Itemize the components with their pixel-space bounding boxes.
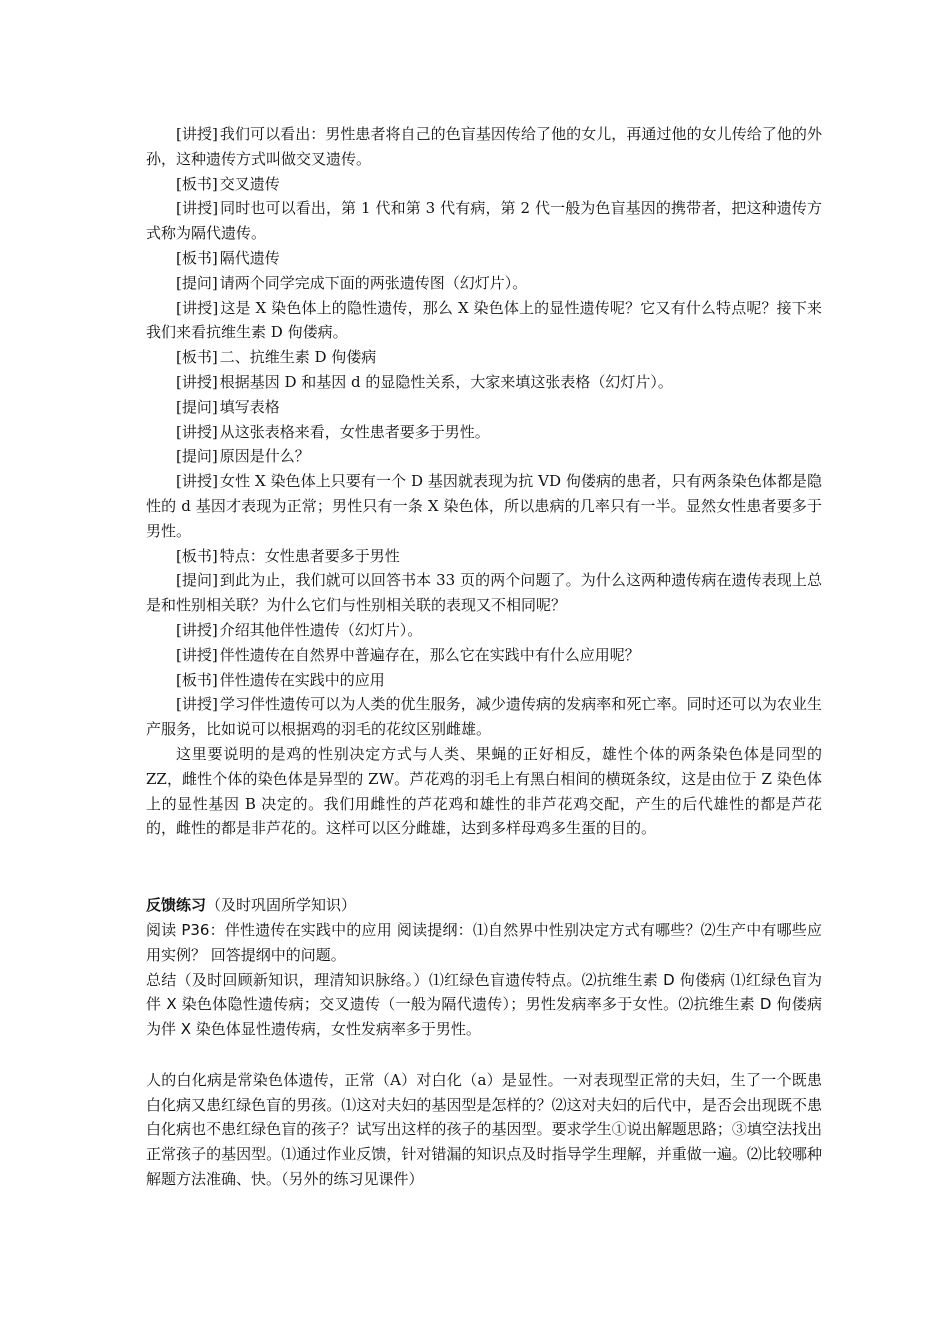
paragraph-text: 女性 X 染色体上只要有一个 D 基因就表现为抗 VD 佝偻病的患者，只有两条染色体都是隐性的 d 基因才表现为正常；男性只有一条 X 染色体，所以患病的几率只有一半。显然女性患者要多于男性。 — [146, 472, 822, 540]
paragraph — [146, 345, 822, 370]
paragraph-tag: [板书] — [176, 248, 218, 267]
paragraph-text: 从这张表格来看，女性患者要多于男性。 — [219, 422, 490, 441]
paragraph-tag: [讲授] — [176, 695, 218, 714]
exercise-section — [146, 1068, 822, 1192]
feedback-title: 反馈练习 — [146, 896, 207, 915]
feedback-reading: 阅读 P36：伴性遗传在实践中的应用 阅读提纲：⑴自然界中性别决定方式有哪些？⑵生产中有哪些应用实例？ 回答提纲中的问题。 — [146, 920, 822, 964]
paragraph-tag: [提问] — [176, 447, 218, 466]
paragraph-text: 隔代遗传 — [219, 248, 280, 267]
spacer — [146, 1042, 822, 1068]
paragraph — [146, 469, 822, 543]
paragraph-tag: [提问] — [176, 273, 218, 292]
paragraph-tag: [讲授] — [176, 645, 218, 664]
paragraph-text: 伴性遗传在实践中的应用 — [219, 670, 385, 689]
paragraph-text: 填写表格 — [219, 397, 280, 416]
paragraph — [146, 122, 822, 172]
paragraph-tag: [讲授] — [176, 372, 218, 391]
paragraph — [146, 296, 822, 346]
paragraph-tag: [提问] — [176, 571, 218, 590]
paragraph — [146, 742, 822, 841]
paragraph — [146, 618, 822, 643]
feedback-heading — [146, 893, 822, 918]
paragraph — [146, 692, 822, 742]
paragraph-text: 请两个同学完成下面的两张遗传图（幻灯片）。 — [219, 273, 528, 292]
paragraph-tag: [板书] — [176, 546, 218, 565]
paragraph-text: 原因是什么？ — [219, 447, 310, 466]
paragraph — [146, 544, 822, 569]
feedback-summary: 总结（及时回顾新知识，理清知识脉络。）⑴红绿色盲遗传特点。⑵抗维生素 D 佝偻病 ⑴红绿色盲为伴 X 染色体隐性遗传病；交叉遗传（一般为隔代遗传）；男性发病率多于女性。⑵抗维生素 D 佝偻病为伴 X 染色体显性遗传病，女性发病率多于男性。 — [146, 970, 822, 1039]
paragraph-tag: [讲授] — [176, 422, 218, 441]
paragraph-tag: [板书] — [176, 348, 218, 367]
paragraph — [146, 668, 822, 693]
paragraph-tag: [讲授] — [176, 620, 218, 639]
feedback-title-note: （及时巩固所学知识） — [206, 896, 357, 915]
paragraph-text: 学习伴性遗传可以为人类的优生服务，减少遗传病的发病率和死亡率。同时还可以为农业生产服务，比如说可以根据鸡的羽毛的花纹区别雌雄。 — [146, 695, 822, 739]
paragraph — [146, 568, 822, 618]
paragraph-tag: [板书] — [176, 670, 218, 689]
paragraph — [146, 370, 822, 395]
spacer — [146, 841, 822, 893]
paragraph-text: 伴性遗传在自然界中普遍存在，那么它在实践中有什么应用呢？ — [219, 645, 640, 664]
paragraph-text: 交叉遗传 — [219, 174, 280, 193]
paragraph — [146, 172, 822, 197]
paragraph — [146, 395, 822, 420]
lesson-section — [146, 122, 822, 841]
exercise-text: 人的白化病是常染色体遗传，正常（A）对白化（a）是显性。一对表现型正常的夫妇，生了一个既患白化病又患红绿色盲的男孩。⑴这对夫妇的基因型是怎样的？⑵这对夫妇的后代中，是否会出现既不患白化病也不患红绿色盲的孩子？试写出这样的孩子的基因型。要求学生①说出解题思路；③填空法找出正常孩子的基因型。⑴通过作业反馈，针对错漏的知识点及时指导学生理解，并重做一遍。⑵比较哪种解题方法准确、快。（另外的练习见课件） — [146, 1070, 822, 1189]
paragraph-text: 这是 X 染色体上的隐性遗传，那么 X 染色体上的显性遗传呢？它又有什么特点呢？接下来我们来看抗维生素 D 佝偻病。 — [146, 298, 822, 342]
paragraph-tag: [讲授] — [176, 472, 218, 491]
paragraph-text: 同时也可以看出，第 1 代和第 3 代有病，第 2 代一般为色盲基因的携带者，把这种遗传方式称为隔代遗传。 — [146, 199, 822, 243]
paragraph — [146, 643, 822, 668]
paragraph-tag: [提问] — [176, 397, 218, 416]
paragraph — [146, 420, 822, 445]
paragraph-tag: [板书] — [176, 174, 218, 193]
paragraph-tag: [讲授] — [176, 298, 219, 317]
paragraph-text: 根据基因 D 和基因 d 的显隐性关系，大家来填这张表格（幻灯片）。 — [219, 372, 673, 391]
paragraph-tag: [讲授] — [176, 125, 218, 143]
paragraph-text: 这里要说明的是鸡的性别决定方式与人类、果蝇的正好相反，雄性个体的两条染色体是同型的 ZZ，雌性个体的染色体是异型的 ZW。芦花鸡的羽毛上有黑白相间的横斑条纹，这是由位于 Z 染色体上的显性基因 B 决定的。我们用雌性的芦花鸡和雄性的非芦花鸡交配，产生的后代雄性的都是芦花的，雌性的都是非芦花的。这样可以区分雌雄，达到多样母鸡多生蛋的目的。 — [146, 744, 822, 838]
paragraph-text: 到此为止，我们就可以回答书本 33 页的两个问题了。为什么这两种遗传病在遗传表现上总是和性别相关联？为什么它们与性别相关联的表现又不相同呢？ — [146, 571, 822, 615]
paragraph-text: 特点：女性患者要多于男性 — [219, 546, 400, 565]
paragraph-text: 我们可以看出：男性患者将自己的色盲基因传给了他的女儿，再通过他的女儿传给了他的外孙，这种遗传方式叫做交叉遗传。 — [146, 125, 822, 168]
paragraph — [146, 246, 822, 271]
paragraph — [146, 271, 822, 296]
paragraph-tag: [讲授] — [176, 199, 219, 218]
feedback-section — [146, 893, 822, 1042]
paragraph — [146, 196, 822, 246]
paragraph — [146, 444, 822, 469]
paragraph-text: 二、抗维生素 D 佝偻病 — [219, 348, 377, 367]
paragraph-text: 介绍其他伴性遗传（幻灯片）。 — [219, 620, 423, 639]
